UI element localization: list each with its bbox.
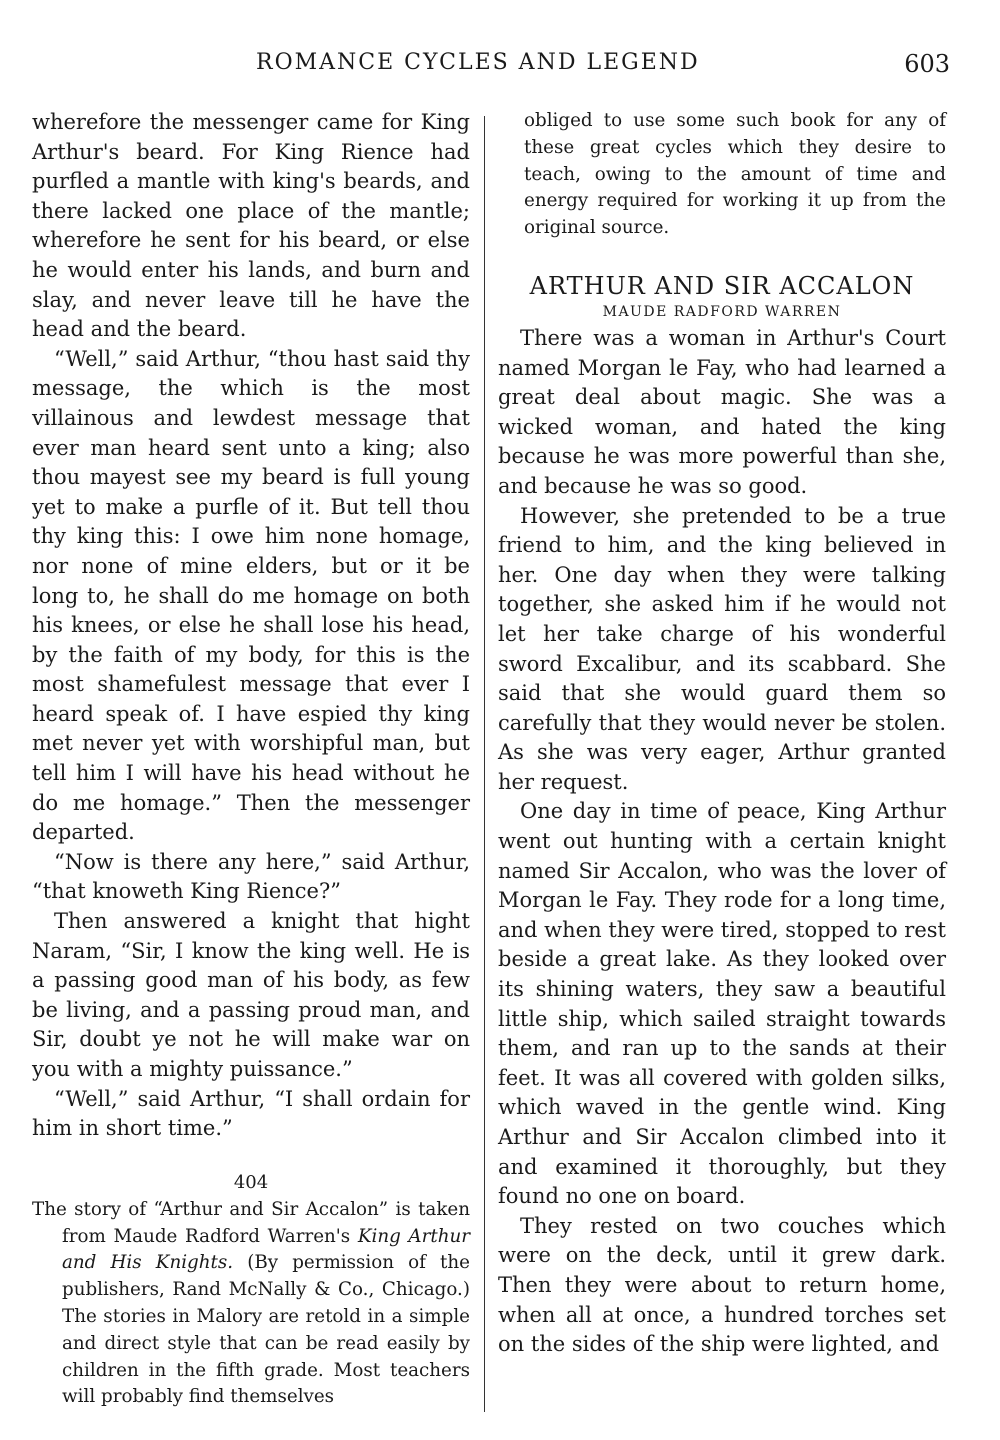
paragraph: “Well,” said Arthur, “thou hast said thy message, the which is the most villainous and lewdest message that ever man heard sent unto a king; also thou mayest see my beard is full young yet to make a purfle of it. But tell thou thy king this: I owe him none homage, nor none of mine elders, but or it be long to, he shall do me homage on both his knees, or else he shall lose his head, by the faith of my body, for this is the most shamefulest message that ever I heard speak of. I have espied thy king met never yet with worshipful man, but tell him I will have his head without he do me homage.” Then the messenger departed.	[32, 346, 470, 845]
paragraph: Then answered a knight that hight Naram, “Sir, I know the king well. He is a passing good man of his body, as few be living, and a passing proud man, and Sir, doubt ye not he will make war on you with a mighty puissance.”	[32, 909, 470, 1081]
paragraph: One day in time of peace, King Arthur went out hunting with a certain knight named Sir Accalon, who was the lover of Morgan le Fay. They rode for a long time, and when they were tired, stopped to rest beside a great lake. As they looked over its shining waters, they saw a beautiful little ship, which sailed straight towards them, and ran up to the sands at their feet. It was all covered with golden silks, which waved in the gentle wind. King Arthur and Sir Accalon climbed into it and examined it thoroughly, but they found no one on board.	[498, 799, 946, 1209]
paragraph: They rested on two couches which were on the deck, until it grew dark. Then they were about to return home, when all at once, a hundred torches set on the sides of the ship were lighted, and	[498, 1213, 946, 1357]
running-title: ROMANCE CYCLES AND LEGEND	[256, 50, 700, 75]
paragraph: “Well,” said Arthur, “I shall ordain for him in short time.”	[32, 1086, 470, 1141]
footnote-continuation: obliged to use some such book for any of these great cycles which they desire to teach, owing to the amount of time and energy required for working it up from the original source.	[524, 110, 946, 239]
paragraph: However, she pretended to be a true friend to him, and the king believed in her. One day when they were talking together, she asked him if he would not let her take charge of his wonderful sword Excalibur, and its scabbard. She said that she would guard them so carefully that they would never be stolen. As she was very eager, Arthur granted her request.	[498, 503, 946, 794]
story-author: MAUDE RADFORD WARREN	[602, 303, 842, 320]
note-number: 404	[233, 1171, 269, 1193]
right-column	[498, 108, 946, 1360]
paragraph: “Now is there any here,” said Arthur, “that knoweth King Rience?”	[32, 849, 470, 904]
book-title: King Arthur and His Knights.	[62, 1225, 470, 1274]
left-column	[32, 108, 470, 1411]
page-number: 603	[904, 50, 950, 78]
page-header	[0, 50, 1000, 86]
paragraph: wherefore the messenger came for King Arthur's beard. For King Rience had purfled a mantle with king's beards, and there lacked one place of the mantle; wherefore he sent for his beard, or else he would enter his lands, and burn and slay, and never leave till he have the head and the beard.	[32, 110, 470, 342]
story-title: ARTHUR AND SIR ACCALON	[529, 271, 915, 300]
footnote-text: (By permission of the publishers, Rand McNally & Co., Chicago.) The stories in Malory are retold in a simple and direct style that can be read easily by children in the fifth grade. Most teachers will probably find themselves	[62, 1252, 470, 1408]
footnote-text: The story of “Arthur and Sir Accalon” is taken from Maude Radford Warren's	[32, 1198, 470, 1247]
column-divider	[484, 116, 485, 1412]
paragraph: There was a woman in Arthur's Court named Morgan le Fay, who had learned a great deal about magic. She was a wicked woman, and hated the king because he was more powerful than she, and because he was so good.	[498, 325, 946, 498]
footnote	[32, 1197, 470, 1411]
